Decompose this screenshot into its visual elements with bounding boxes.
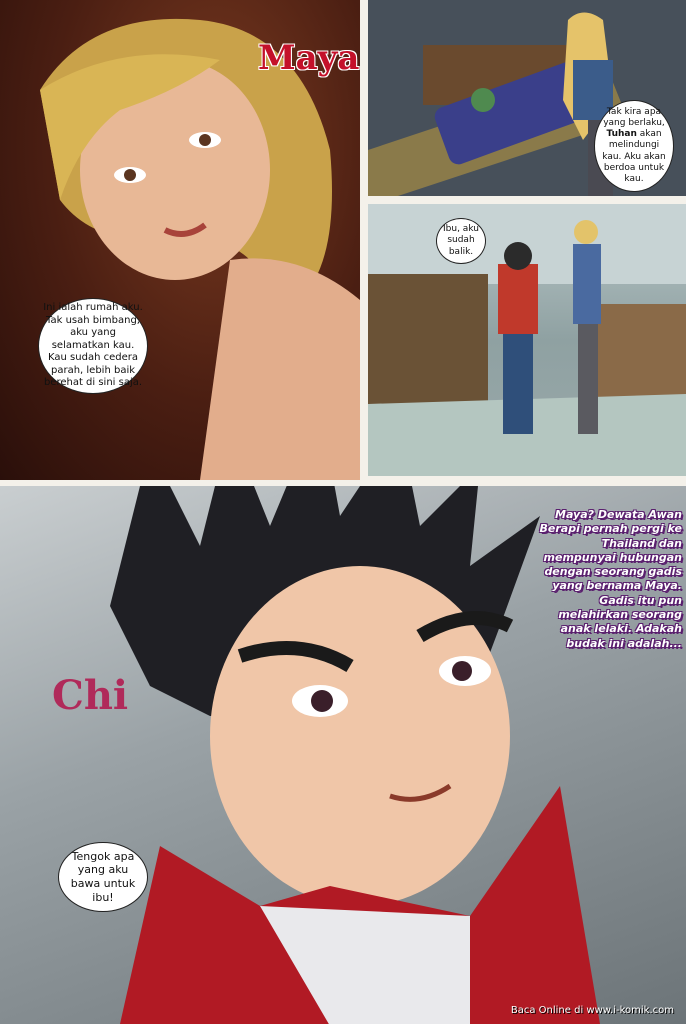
speech-bubble-tak-kira xyxy=(594,100,674,192)
bubble-ibu-text: Ibu, aku sudah balik. xyxy=(443,224,479,257)
name-caption-chi: Chi xyxy=(52,672,129,719)
bubble-maya-text: Ini ialah rumah aku. Tak usah bimbang, aku yang selamatkan kau. Kau sudah cedera parah, lebih baik berehat di sini saja. xyxy=(43,302,143,389)
room-scene-art xyxy=(368,204,686,476)
speech-bubble-ibu xyxy=(436,218,486,264)
footer-credit: Baca Online di www.i-komik.com xyxy=(510,1005,674,1016)
name-caption-maya: Maya xyxy=(258,38,360,78)
panel-room-return xyxy=(368,204,686,476)
panel-bedside xyxy=(368,0,686,196)
narration-caption: Maya? Dewata Awan Berapi pernah pergi ke Thailand dan mempunyai hubungan dengan seorang gadis yang bernama Maya. Gadis itu pun melahirkan seorang anak lelaki. Adakah budak ini adalah... xyxy=(539,508,682,650)
speech-bubble-maya xyxy=(38,298,148,394)
bubble-tengok-text: Tengok apa yang aku bawa untuk ibu! xyxy=(70,849,136,904)
bubble-tak-text: Tak kira apa yang berlaku, Tuhan akan melindungi kau. Aku akan berdoa untuk kau. xyxy=(602,106,666,185)
speech-bubble-tengok xyxy=(58,842,148,912)
